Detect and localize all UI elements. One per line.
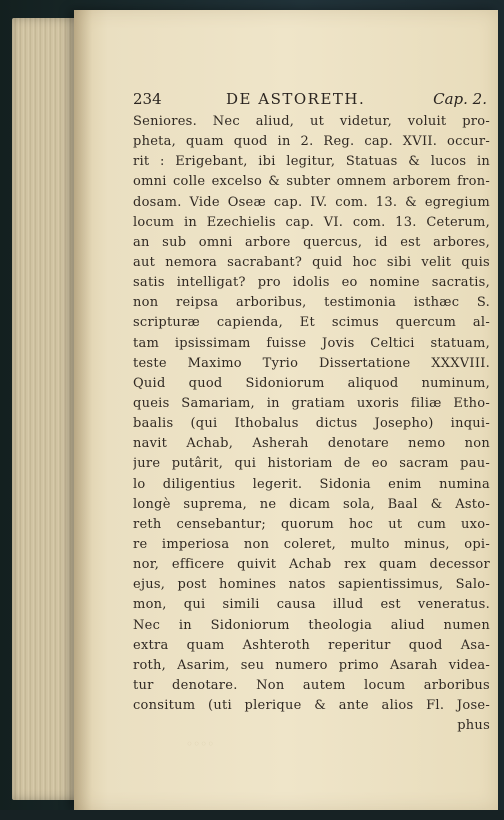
bottom-background	[0, 810, 504, 820]
catchword: phus	[457, 718, 490, 734]
text-line-30: consitum (uti plerique & ante alios Fl. Jose-	[133, 698, 490, 714]
text-line-25: mon, qui simili causa illud est veneratus.	[133, 597, 490, 613]
text-line-16: baalis (qui Ithobalus dictus Josepho) inqui-	[133, 416, 490, 432]
text-line-26: Nec in Sidoniorum theologia aliud numen	[133, 617, 490, 633]
text-line-13: teste Maximo Tyrio Dissertatione XXXVIII.	[133, 355, 490, 371]
text-line-5: dosam. Vide Oseæ cap. IV. com. 13. & egregium	[133, 194, 490, 210]
text-line-29: tur denotare. Non autem locum arboribus	[133, 677, 490, 693]
text-line-7: an sub omni arbore quercus, id est arbores,	[133, 234, 490, 250]
page-header	[133, 90, 488, 114]
text-line-24: ejus, post homines natos sapientissimus, Salo-	[133, 577, 490, 593]
text-line-6: locum in Ezechielis cap. VI. com. 13. Ceterum,	[133, 214, 490, 230]
text-line-2: pheta, quam quod in 2. Reg. cap. XVII. occur-	[133, 134, 490, 150]
text-line-23: nor, efficere quivit Achab rex quam decessor	[133, 557, 490, 573]
chapter-marker: Cap. 2.	[433, 90, 487, 108]
text-line-12: tam ipsissimam fuisse Jovis Celtici statuam,	[133, 335, 490, 351]
book-page	[74, 10, 498, 810]
text-line-17: navit Achab, Asherah denotare nemo non	[133, 436, 490, 452]
text-line-18: jure putârit, qui historiam de eo sacram pau-	[133, 456, 490, 472]
text-line-22: re imperiosa non coleret, multo minus, opi-	[133, 536, 490, 552]
text-line-3: rit : Erigebant, ibi legitur, Statuas & lucos in	[133, 154, 490, 170]
text-line-14: Quid quod Sidoniorum aliquod numinum,	[133, 375, 490, 391]
text-line-4: omni colle excelso & subter omnem arborem fron-	[133, 174, 490, 190]
text-line-8: aut nemora sacrabant? quid hoc sibi velit quis	[133, 254, 490, 270]
text-line-27: extra quam Ashteroth reperitur quod Asa-	[133, 637, 490, 653]
text-line-15: queis Samariam, in gratiam uxoris filiæ Etho-	[133, 395, 490, 411]
text-line-19: lo diligentius legerit. Sidonia enim numina	[133, 476, 490, 492]
body-text	[133, 112, 490, 752]
text-line-21: reth censebantur; quorum hoc ut cum uxo-	[133, 516, 490, 532]
text-line-28: roth, Asarim, seu numero primo Asarah videa-	[133, 657, 490, 673]
text-line-11: scripturæ capienda, Et scimus quercum al-	[133, 315, 490, 331]
running-title: DE ASTORETH.	[226, 90, 366, 108]
text-line-1: Seniores. Nec aliud, ut videtur, voluit pro-	[133, 114, 490, 129]
text-line-9: satis intelligat? pro idolis eo nomine sacratis,	[133, 275, 490, 291]
faded-show-through-mark: ◦◦◦◦	[186, 737, 215, 751]
text-line-10: non reipsa arboribus, testimonia isthæc S.	[133, 295, 490, 311]
page-number: 234	[133, 90, 162, 108]
text-line-20: longè suprema, ne dicam sola, Baal & Asto-	[133, 496, 490, 512]
